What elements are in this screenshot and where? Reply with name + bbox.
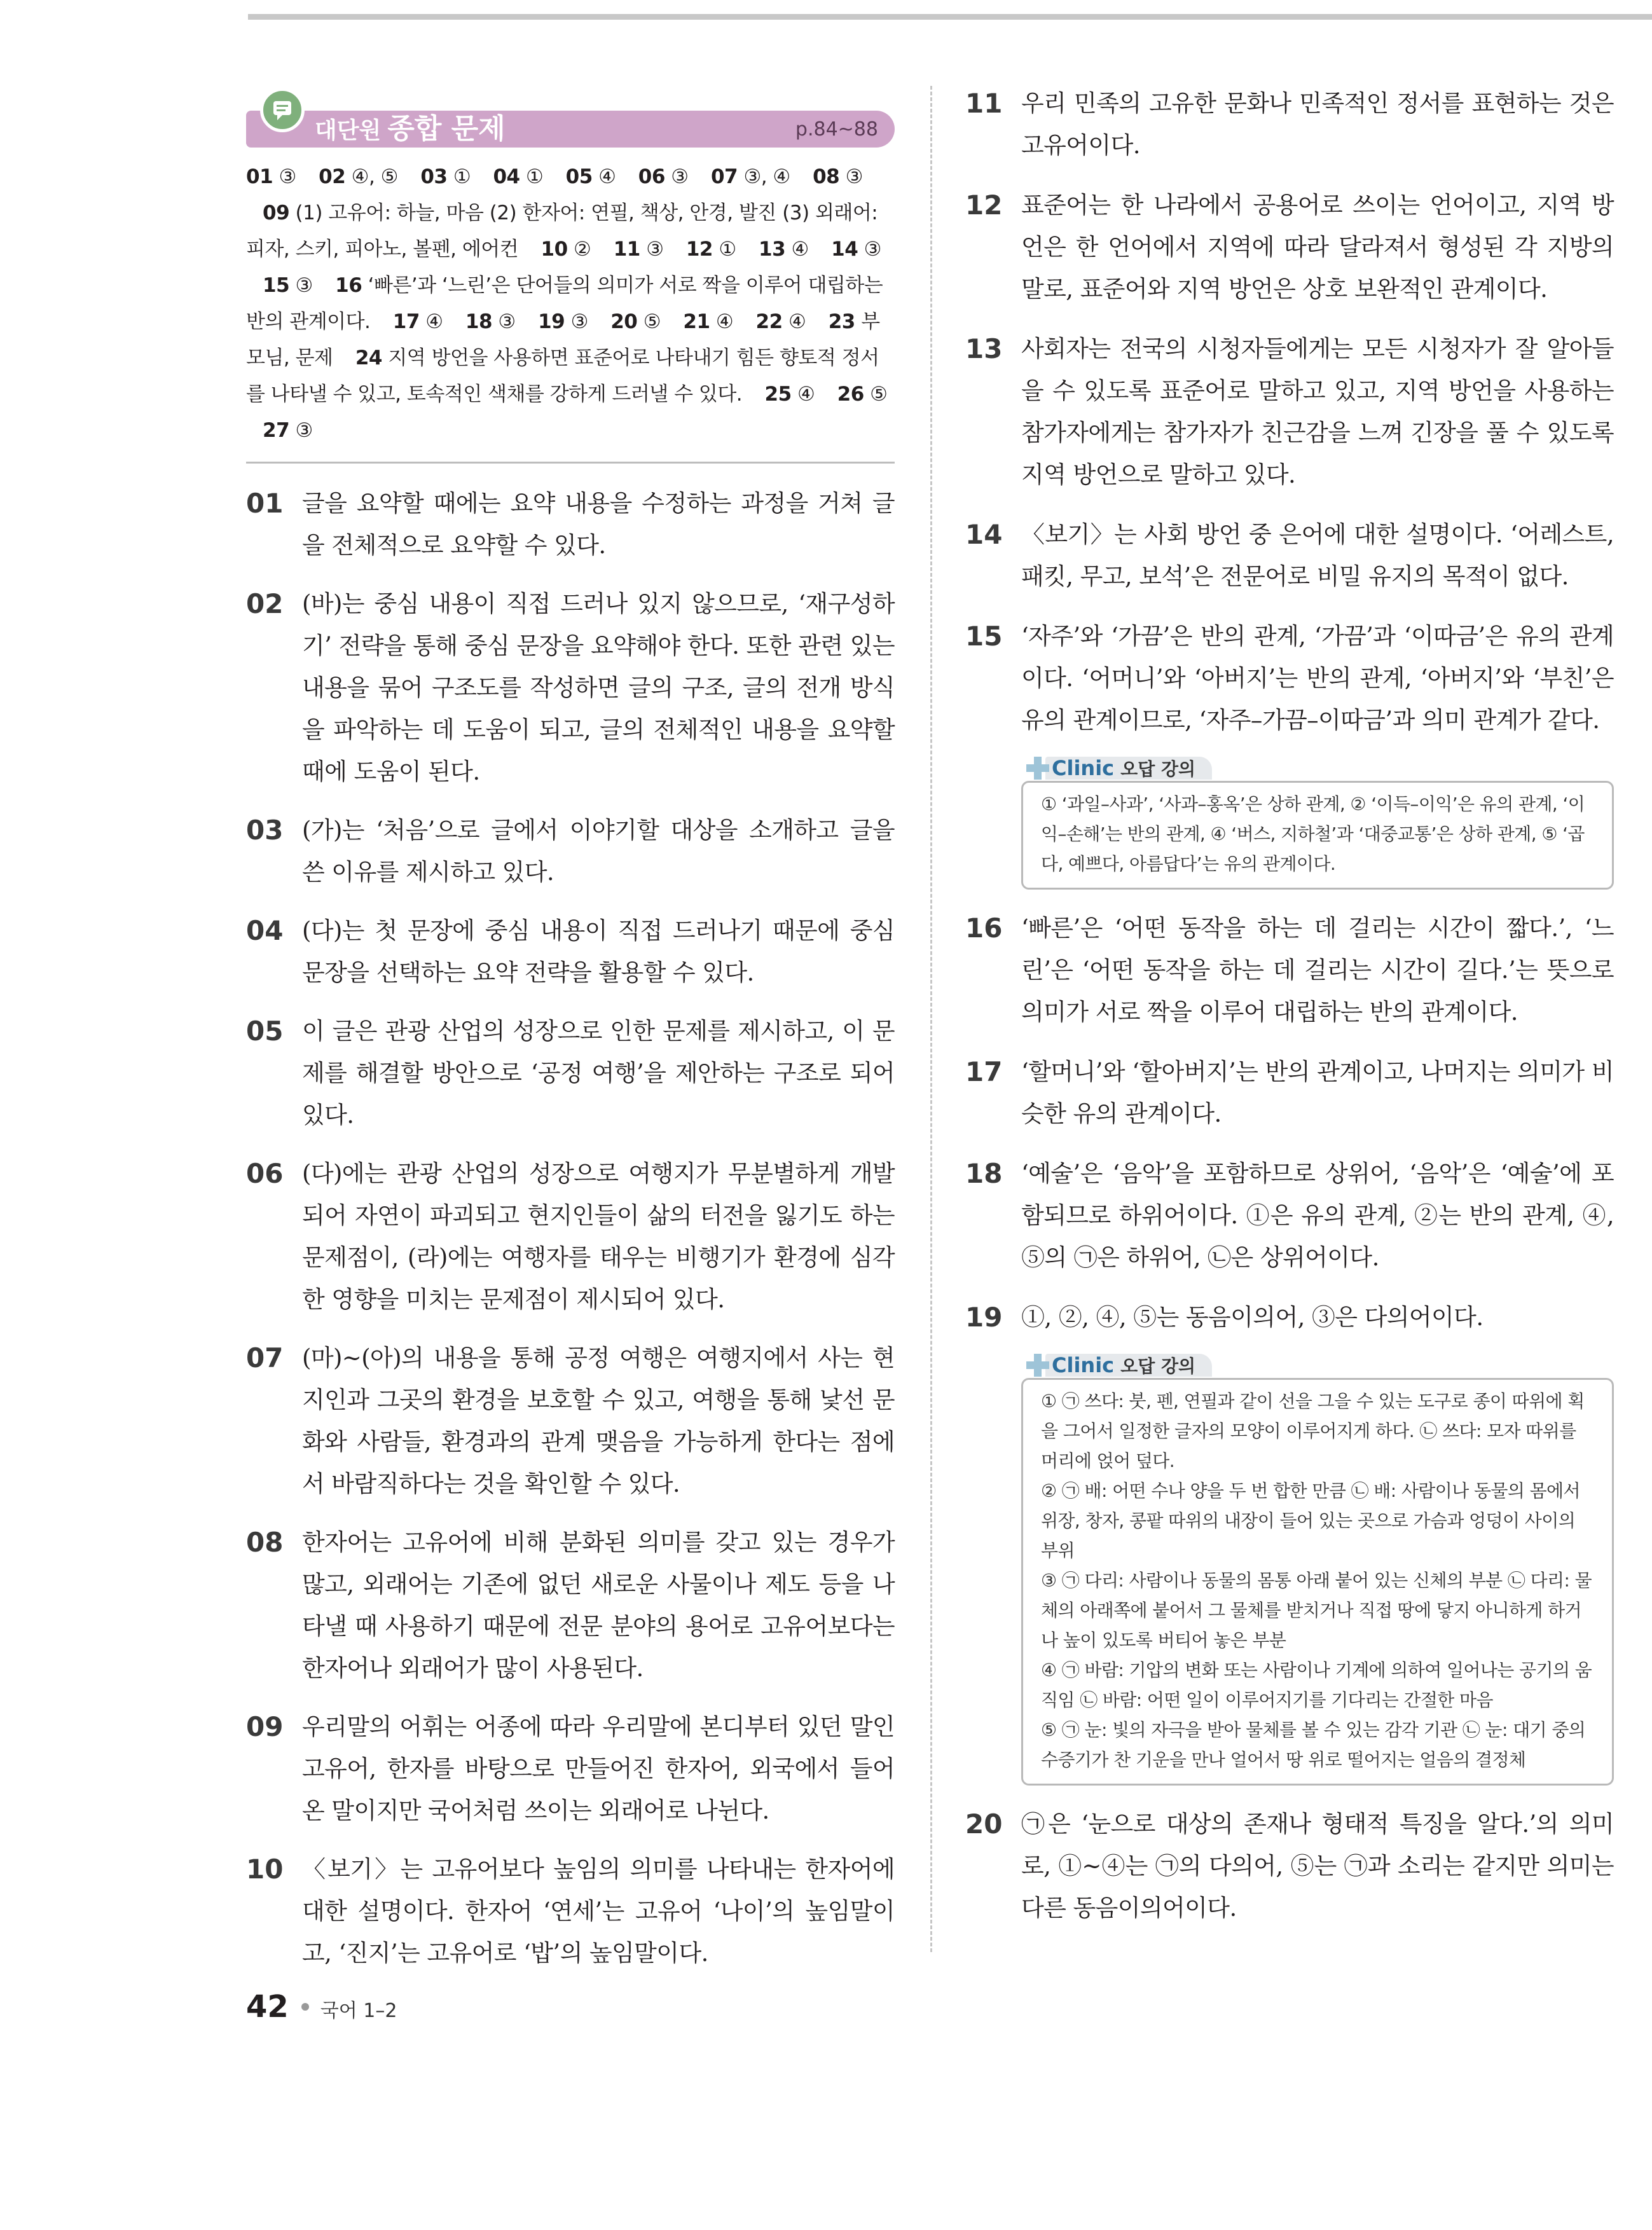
- explanation-text: (다)는 첫 문장에 중심 내용이 직접 드러나기 때문에 중심 문장을 선택하는 요약 전략을 활용할 수 있다.: [302, 917, 895, 986]
- answer-number: 17: [392, 310, 420, 333]
- question-number: 18: [965, 1158, 1003, 1189]
- explanation-item-16: [965, 907, 1614, 1033]
- question-number: 01: [246, 488, 284, 519]
- clinic-label-ko: 오답 강의: [1120, 1356, 1196, 1377]
- footer-dot: [301, 2003, 309, 2011]
- explanation-item-07: [246, 1337, 895, 1505]
- answer-number: 20: [610, 310, 638, 333]
- question-number: 06: [246, 1158, 284, 1189]
- explanation-text: (다)에는 관광 산업의 성장으로 여행지가 무분별하게 개발되어 자연이 파괴되고 현지인들이 삶의 터전을 잃기도 하는 문제점이, (라)에는 여행자를 태우는 비행기가 환경에 심각한 영향을 미치는 문제점이 제시되어 있다.: [302, 1160, 895, 1313]
- answer-number: 19: [538, 310, 565, 333]
- answer-number: 13: [759, 238, 786, 261]
- answer-number: 11: [613, 238, 640, 261]
- clinic-tab: [1021, 1352, 1614, 1378]
- answer-number: 15: [263, 274, 290, 297]
- explanation-text: ‘할머니’와 ‘할아버지’는 반의 관계이고, 나머지는 의미가 비슷한 유의 관계이다.: [1021, 1058, 1614, 1127]
- explanation-item-18: [965, 1153, 1614, 1279]
- clinic-line: ④ ㉠ 바람: 기압의 변화 또는 사람이나 기계에 의하여 일어나는 공기의 움직임 ㉡ 바람: 어떤 일이 이루어지기를 기다리는 간절한 마음: [1041, 1660, 1592, 1710]
- question-number: 07: [246, 1342, 284, 1373]
- speech-bubble-icon: [260, 88, 305, 132]
- answer-value: 부모님, 문제: [246, 310, 880, 369]
- clinic-label-en: Clinic: [1052, 756, 1115, 780]
- clinic-line: ⑤ ㉠ 눈: 빛의 자극을 받아 물체를 볼 수 있는 감각 기관 ㉡ 눈: 대기 중의 수증기가 찬 기운을 만나 얼어서 땅 위로 떨어지는 얼음의 결정체: [1041, 1719, 1586, 1770]
- explanation-text: ‘자주’와 ‘가끔’은 반의 관계, ‘가끔’과 ‘이따금’은 유의 관계이다. ‘어머니’와 ‘아버지’는 반의 관계, ‘아버지’와 ‘부친’은 유의 관계이므로, ‘자주–가끔–이따금’과 의미 관계가 같다.: [1021, 623, 1614, 734]
- question-number: 13: [965, 333, 1003, 364]
- answer-value: ④: [797, 383, 815, 406]
- explanation-text: ‘예술’은 ‘음악’을 포함하므로 상위어, ‘음악’은 ‘예술’에 포함되므로 하위어이다. ①은 유의 관계, ②는 반의 관계, ④, ⑤의 ㉠은 하위어, ㉡은 상위어이다.: [1021, 1160, 1614, 1271]
- answer-number: 25: [764, 383, 792, 406]
- answer-number: 16: [335, 274, 362, 297]
- explanation-text: (마)~(아)의 내용을 통해 공정 여행은 여행지에서 사는 현지인과 그곳의 환경을 보호할 수 있고, 여행을 통해 낯선 문화와 사람들, 환경과의 관계 맺음을 가능하게 한다는 점에서 바람직하다는 것을 확인할 수 있다.: [302, 1344, 895, 1497]
- answer-value: ④: [715, 310, 734, 333]
- question-number: 08: [246, 1527, 284, 1558]
- explanation-text: 표준어는 한 나라에서 공용어로 쓰이는 언어이고, 지역 방언은 한 언어에서 지역에 따라 달라져서 형성된 각 지방의 말로, 표준어와 지역 방언은 상호 보완적인 관계이다.: [1021, 191, 1614, 303]
- answer-value: ③: [671, 165, 689, 188]
- answer-number: 22: [755, 310, 783, 333]
- explanation-text: ①, ②, ④, ⑤는 동음이의어, ③은 다의어이다.: [1021, 1304, 1483, 1331]
- column-divider: [930, 86, 932, 1952]
- answer-value: ①: [719, 238, 736, 261]
- plus-icon: [1025, 1352, 1050, 1378]
- explanation-item-09: [246, 1706, 895, 1832]
- clinic-line: ② ㉠ 배: 어떤 수나 양을 두 번 합한 만큼 ㉡ 배: 사람이나 동물의 몸에서 위장, 창자, 콩팥 따위의 내장이 들어 있는 곳으로 가슴과 엉덩이 사이의 부위: [1041, 1480, 1580, 1561]
- explanation-text: 우리 민족의 고유한 문화나 민족적인 정서를 표현하는 것은 고유어이다.: [1021, 90, 1614, 159]
- answer-value: ②: [574, 238, 591, 261]
- clinic-box: ① ‘과일–사과’, ‘사과–홍옥’은 상하 관계, ② ‘이득–이익’은 유의 관계, ‘이익–손해’는 반의 관계, ④ ‘버스, 지하철’과 ‘대중교통’은 상하 관계, ⑤ ‘곱다, 예쁘다, 아름답다’는 유의 관계이다.: [1021, 781, 1614, 890]
- answer-number: 05: [565, 165, 593, 188]
- explanation-item-12: [965, 184, 1614, 310]
- answer-value: ④: [788, 310, 806, 333]
- explanation-item-04: [246, 910, 895, 994]
- answer-value: ④: [791, 238, 809, 261]
- answer-number: 26: [837, 383, 864, 406]
- answer-number: 02: [319, 165, 346, 188]
- question-number: 02: [246, 588, 284, 619]
- clinic-box-19: [1021, 1352, 1614, 1786]
- explanation-text: 한자어는 고유어에 비해 분화된 의미를 갖고 있는 경우가 많고, 외래어는 기존에 없던 새로운 사물이나 제도 등을 나타낼 때 사용하기 때문에 전문 분야의 용어로 고유어보다는 한자어나 외래어가 많이 사용된다.: [302, 1529, 895, 1682]
- explanation-item-02: [246, 583, 895, 793]
- answer-value: ③: [295, 274, 313, 297]
- answer-value: ③: [498, 310, 516, 333]
- answer-number: 27: [263, 419, 290, 442]
- answer-value: ④: [425, 310, 443, 333]
- explanation-item-13: [965, 328, 1614, 496]
- explanation-item-15: [965, 616, 1614, 741]
- question-number: 19: [965, 1302, 1003, 1333]
- clinic-label: [1045, 757, 1212, 780]
- clinic-line: ① ㉠ 쓰다: 붓, 펜, 연필과 같이 선을 그을 수 있는 도구로 종이 따위에 획을 그어서 일정한 글자의 모양이 이루어지게 하다. ㉡ 쓰다: 모자 따위를 머리에 얹어 덮다.: [1041, 1391, 1585, 1471]
- answer-number: 01: [246, 165, 273, 188]
- answer-value: ③: [646, 238, 664, 261]
- explanation-text: ㉠은 ‘눈으로 대상의 존재나 형태적 특징을 알다.’의 의미로, ①~④는 ㉠의 다의어, ⑤는 ㉠과 소리는 같지만 의미는 다른 동음이의어이다.: [1021, 1810, 1614, 1922]
- answer-number: 06: [638, 165, 665, 188]
- answer-number: 21: [683, 310, 710, 333]
- question-number: 12: [965, 189, 1003, 221]
- answer-number: 08: [813, 165, 840, 188]
- answer-number: 10: [540, 238, 568, 261]
- question-number: 17: [965, 1056, 1003, 1087]
- question-number: 15: [965, 621, 1003, 652]
- answer-key-divider: [246, 462, 895, 464]
- answer-value: ③, ④: [743, 165, 790, 188]
- answer-number: 09: [263, 202, 290, 224]
- explanation-item-20: [965, 1803, 1614, 1929]
- answer-number: 12: [685, 238, 713, 261]
- clinic-tab: [1021, 755, 1614, 781]
- question-number: 05: [246, 1015, 284, 1047]
- answer-value: ④, ⑤: [351, 165, 398, 188]
- explanation-item-17: [965, 1051, 1614, 1135]
- answer-value: ⑤: [870, 383, 888, 406]
- answer-value: ③: [295, 419, 313, 442]
- answer-number: 18: [465, 310, 493, 333]
- explanation-text: (바)는 중심 내용이 직접 드러나 있지 않으므로, ‘재구성하기’ 전략을 통해 중심 문장을 요약해야 한다. 또한 관련 있는 내용을 묶어 구조도를 작성하면 글의 구조, 글의 전개 방식을 파악하는 데 도움이 되고, 글의 전체적인 내용을 요약할 때에 도움이 된다.: [302, 590, 895, 785]
- answer-number: 04: [493, 165, 520, 188]
- question-number: 14: [965, 519, 1003, 550]
- answer-value: ①: [525, 165, 544, 188]
- explanation-item-19: [965, 1297, 1614, 1339]
- answer-value: (1) 고유어: 하늘, 마음 (2) 한자어: 연필, 책상, 안경, 발진 (3) 외래어: 피자, 스키, 피아노, 볼펜, 에어컨: [246, 202, 878, 261]
- clinic-line: ③ ㉠ 다리: 사람이나 동물의 몸통 아래 붙어 있는 신체의 부분 ㉡ 다리: 물체의 아래쪽에 붙어서 그 물체를 받치거나 직접 땅에 닿지 아니하게 하거나 높이 있도록 버티어 놓은 부분: [1041, 1570, 1592, 1651]
- top-rule: [248, 14, 1652, 20]
- answer-value: ‘빠른’과 ‘느린’은 단어들의 의미가 서로 짝을 이루어 대립하는 반의 관계이다.: [246, 274, 883, 333]
- clinic-label-en: Clinic: [1052, 1353, 1115, 1377]
- question-number: 16: [965, 912, 1003, 944]
- page-number: 42: [246, 1989, 289, 2025]
- explanation-text: 이 글은 관광 산업의 성장으로 인한 문제를 제시하고, 이 문제를 해결할 방안으로 ‘공정 여행’을 제안하는 구조로 되어 있다.: [302, 1017, 895, 1129]
- explanation-item-11: [965, 83, 1614, 167]
- section-title: 대단원 종합 문제: [315, 113, 506, 145]
- answer-value: ①: [453, 165, 471, 188]
- book-title: 국어 1–2: [320, 2000, 397, 2022]
- plus-icon: [1025, 755, 1050, 781]
- explanation-list-left: [246, 483, 895, 1974]
- answer-value: ④: [598, 165, 616, 188]
- explanation-text: ‘빠른’은 ‘어떤 동작을 하는 데 걸리는 시간이 짧다.’, ‘느린’은 ‘어떤 동작을 하는 데 걸리는 시간이 길다.’는 뜻으로 의미가 서로 짝을 이루어 대립하는 반의 관계이다.: [1021, 914, 1614, 1026]
- question-number: 10: [246, 1854, 284, 1885]
- clinic-label-ko: 오답 강의: [1120, 759, 1196, 780]
- clinic-box-15: [1021, 755, 1614, 890]
- section-header: [246, 88, 895, 149]
- question-number: 20: [965, 1808, 1003, 1840]
- explanation-text: 글을 요약할 때에는 요약 내용을 수정하는 과정을 거쳐 글을 전체적으로 요약할 수 있다.: [302, 490, 895, 559]
- explanation-item-01: [246, 483, 895, 567]
- answer-number: 03: [420, 165, 448, 188]
- clinic-label: [1045, 1354, 1212, 1377]
- explanation-item-10: [246, 1848, 895, 1974]
- explanation-item-08: [246, 1522, 895, 1690]
- question-number: 04: [246, 915, 284, 946]
- answer-key: [246, 159, 895, 449]
- answer-value: ⑤: [643, 310, 661, 333]
- explanation-item-05: [246, 1010, 895, 1136]
- page-footer: [246, 1989, 397, 2025]
- explanation-text: (가)는 ‘처음’으로 글에서 이야기할 대상을 소개하고 글을 쓴 이유를 제시하고 있다.: [302, 816, 895, 886]
- explanation-text: 우리말의 어휘는 어종에 따라 우리말에 본디부터 있던 말인 고유어, 한자를 바탕으로 만들어진 한자어, 외국에서 들어온 말이지만 국어처럼 쓰이는 외래어로 나뉜다.: [302, 1713, 895, 1824]
- answer-number: 23: [828, 310, 855, 333]
- explanation-item-14: [965, 514, 1614, 598]
- question-number: 11: [965, 88, 1003, 119]
- answer-number: 14: [831, 238, 858, 261]
- question-number: 09: [246, 1711, 284, 1742]
- explanation-text: 〈보기〉는 고유어보다 높임의 의미를 나타내는 한자어에 대한 설명이다. 한자어 ‘연세’는 고유어 ‘나이’의 높임말이고, ‘진지’는 고유어로 ‘밥’의 높임말이다.: [302, 1855, 895, 1967]
- right-column: [965, 83, 1614, 1929]
- answer-value: ③: [845, 165, 863, 188]
- explanation-text: 〈보기〉는 사회 방언 중 은어에 대한 설명이다. ‘어레스트, 패킷, 무고, 보석’은 전문어로 비밀 유지의 목적이 없다.: [1021, 521, 1614, 590]
- question-number: 03: [246, 815, 284, 846]
- answer-value: ③: [864, 238, 881, 261]
- clinic-box: [1021, 1378, 1614, 1786]
- explanation-text: 사회자는 전국의 시청자들에게는 모든 시청자가 잘 알아들을 수 있도록 표준어로 말하고 있고, 지역 방언을 사용하는 참가자에게는 참가자가 친근감을 느껴 긴장을 풀 수 있도록 지역 방언으로 말하고 있다.: [1021, 335, 1614, 488]
- section-page-range: p.84~88: [795, 118, 878, 141]
- answer-value: 지역 방언을 사용하면 표준어로 나타내기 힘든 향토적 정서를 나타낼 수 있고, 토속적인 색채를 강하게 드러낼 수 있다.: [246, 347, 879, 406]
- explanation-item-06: [246, 1153, 895, 1321]
- answer-number: 24: [355, 347, 382, 369]
- answer-value: ③: [279, 165, 296, 188]
- answer-value: ③: [570, 310, 588, 333]
- answer-number: 07: [710, 165, 738, 188]
- left-column: [246, 88, 895, 1974]
- explanation-item-03: [246, 809, 895, 893]
